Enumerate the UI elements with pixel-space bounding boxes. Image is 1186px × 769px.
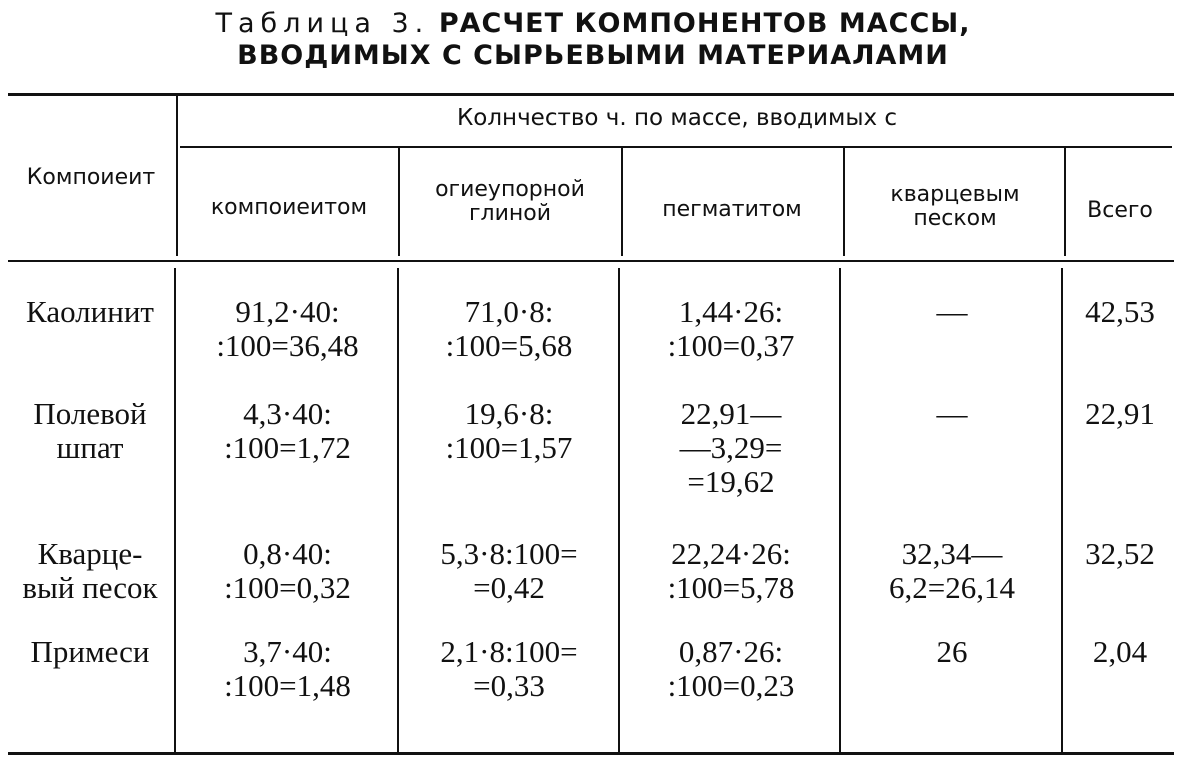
cell-line: 32,52	[1085, 536, 1155, 571]
calculation-cell	[843, 397, 1061, 431]
cell-line: :100=5,68	[445, 328, 573, 363]
cell-line: 22,91	[1085, 396, 1155, 431]
calculation-cell	[622, 397, 840, 499]
cell-line: 91,2·40:	[235, 294, 340, 329]
calculation-cell	[622, 537, 840, 605]
row-component-name	[10, 295, 170, 329]
cell-line: :100=5,78	[667, 570, 795, 605]
cell-line: 3,7·40:	[243, 634, 332, 669]
cell-line: 1,44·26:	[678, 294, 784, 329]
calculation-cell	[843, 537, 1061, 605]
cell-line: 0,87·26:	[678, 634, 784, 669]
cell-line: :100=1,72	[224, 430, 351, 465]
cell-line: 42,53	[1085, 294, 1155, 329]
cell-line: 4,3·40:	[243, 396, 332, 431]
cell-line: 22,91—	[680, 396, 782, 431]
row-component-name	[10, 537, 170, 605]
cell-line: 22,24·26:	[671, 536, 791, 571]
cell-line: Примеси	[30, 634, 150, 669]
table-title-part-2: ВВОДИМЫХ С СЫРЬЕВЫМИ МАТЕРИАЛАМИ	[237, 40, 949, 71]
cell-line: =19,62	[687, 464, 775, 499]
header-bottom-rule	[8, 260, 1174, 262]
calculation-cell	[400, 635, 618, 703]
calculation-cell	[400, 397, 618, 465]
calculation-cell	[178, 397, 397, 465]
cell-line: Кварце-	[37, 536, 143, 571]
top-rule	[8, 93, 1174, 96]
cell-line: :100=1,48	[224, 668, 351, 703]
cell-line: 5,3·8:100=	[440, 536, 578, 571]
cell-line: :100=36,48	[216, 328, 359, 363]
group-header-rule	[180, 146, 1172, 148]
table-title-part-1: РАСЧЕТ КОМПОНЕНТОВ МАССЫ,	[438, 8, 971, 39]
cell-line: :100=0,23	[667, 668, 795, 703]
column-header: пегматитом	[662, 197, 802, 222]
cell-line: вый песок	[22, 570, 158, 605]
row-total-cell	[1064, 397, 1176, 431]
column-divider	[174, 268, 176, 752]
cell-line: —	[936, 294, 968, 329]
cell-line: 32,34—	[901, 536, 1003, 571]
row-component-name	[10, 635, 170, 669]
cell-line: —	[936, 396, 968, 431]
cell-line: Полевой	[33, 396, 147, 431]
cell-line: 6,2=26,14	[889, 570, 1015, 605]
cell-line: :100=0,37	[667, 328, 795, 363]
column-header: компоиеитом	[210, 195, 368, 220]
cell-line: 0,8·40:	[243, 536, 332, 571]
column-divider	[398, 148, 400, 256]
row-component-name	[10, 397, 170, 465]
calculation-cell	[843, 295, 1061, 329]
column-divider	[618, 268, 620, 752]
column-header: кварцевым песком	[890, 182, 1020, 231]
cell-line: :100=0,32	[224, 570, 351, 605]
cell-line: :100=1,57	[445, 430, 573, 465]
cell-line: шпат	[56, 430, 124, 465]
calculation-cell	[843, 635, 1061, 669]
table-caption-line-1	[0, 8, 1186, 39]
column-divider	[843, 148, 845, 256]
cell-line: Каолинит	[26, 294, 154, 329]
calculation-cell	[178, 537, 397, 605]
calculation-cell	[622, 295, 840, 363]
cell-line: —3,29=	[679, 430, 783, 465]
calculation-cell	[178, 635, 397, 703]
cell-line: =0,33	[473, 668, 545, 703]
cell-line: =0,42	[473, 570, 545, 605]
column-header: огиеупорной глиной	[435, 177, 585, 226]
calculation-cell	[400, 295, 618, 363]
calculation-cell	[622, 635, 840, 703]
cell-line: 19,6·8:	[464, 396, 554, 431]
component-column-header: Компоиеит	[26, 165, 156, 190]
quantity-group-header: Колнчество ч. по массе, вводимых с	[456, 105, 898, 131]
cell-line: 26	[936, 634, 968, 669]
row-total-cell	[1064, 635, 1176, 669]
column-header: Всего	[1087, 198, 1153, 223]
calculation-cell	[400, 537, 618, 605]
cell-line: 2,1·8:100=	[440, 634, 578, 669]
cell-line: 2,04	[1092, 634, 1148, 669]
column-divider	[1061, 268, 1063, 752]
row-total-cell	[1064, 295, 1176, 329]
column-divider	[176, 96, 178, 256]
bottom-rule	[8, 752, 1174, 755]
table-number: Таблица 3.	[215, 8, 430, 39]
row-total-cell	[1064, 537, 1176, 571]
column-divider	[397, 268, 399, 752]
cell-line: 71,0·8:	[464, 294, 554, 329]
calculation-cell	[178, 295, 397, 363]
